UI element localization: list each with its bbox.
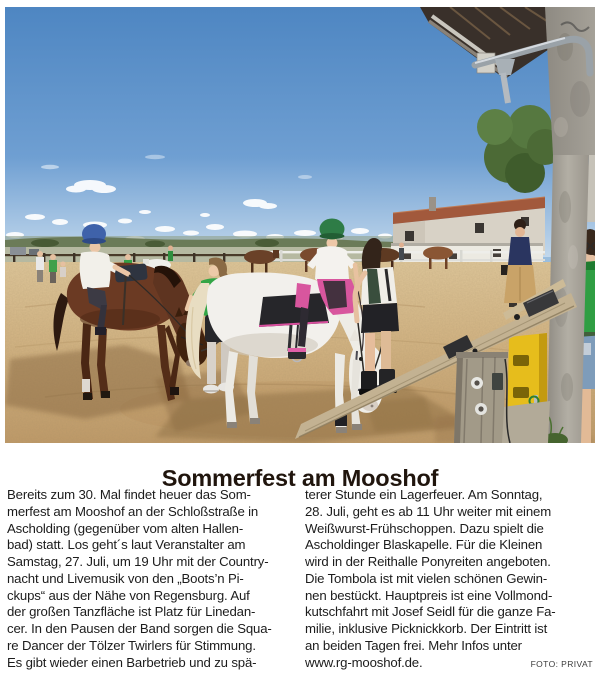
body-text-line: Es gibt wieder einen Barbetrieb und zu spä- [7, 654, 257, 670]
website-url-text: www.rg-mooshof.de. [305, 654, 423, 670]
article-headline: Sommerfest am Mooshof [161, 464, 439, 491]
body-text-line: bad) statt. Los geht´s laut Veranstalter am [7, 537, 246, 553]
body-column-left [7, 487, 295, 672]
body-text-line: an beiden Tagen frei. Mehr Infos unter [305, 637, 522, 653]
body-text-line: Ascholding (gegenüber vom alten Hallen- [7, 520, 244, 536]
article-body [7, 487, 593, 672]
photo-credit: FOTO: PRIVAT [530, 658, 593, 669]
body-text-line: cer. In den Pausen der Band sorgen die Squa- [7, 621, 272, 636]
body-text-line: Die Tombola ist mit vielen schönen Gewin- [305, 570, 548, 586]
body-text-line: kutschfahrt mit Josef Seidl für die ganze Fa- [305, 604, 556, 620]
body-text-line: re Dancer der Tölzer Twirlers für Stimmung. [7, 637, 256, 653]
body-last-row [305, 655, 593, 673]
body-text-line: Weißwurst-Frühschoppen. Dazu spielt die [305, 520, 544, 536]
body-text-line: merfest am Mooshof an der Schloßstraße in [7, 503, 259, 519]
body-text-line: milie, inklusive Picknickkorb. Der Eintritt ist [305, 621, 548, 636]
body-text-line: der großen Tanzfläche ist Platz für Linedan- [7, 604, 256, 620]
body-column-right-lines [305, 487, 593, 655]
body-column-right [305, 487, 593, 672]
body-text-line: wird in der Reithalle Ponyreiten angeboten. [305, 554, 551, 569]
body-text-line: nacht und Livemusik von den „Boots’n Pi- [7, 570, 244, 586]
body-text-line: nen bestückt. Hauptpreis ist eine Vollmond- [305, 587, 553, 603]
article-photo [5, 7, 595, 443]
body-text-line: terer Stunde ein Lagerfeuer. Am Sonntag, [305, 487, 543, 502]
body-text-line: Bereits zum 30. Mal findet heuer das Som- [7, 487, 251, 502]
body-text-line: Samstag, 27. Juli, um 19 Uhr mit der Country- [7, 554, 269, 569]
body-text-line: 28. Juli, geht es ab 11 Uhr weiter mit einem [305, 503, 552, 519]
body-text-line: Ascholdinger Blaskapelle. Für die Kleinen [305, 537, 543, 553]
body-text-line: ckups“ aus der Nähe von Regensburg. Auf [7, 587, 250, 603]
